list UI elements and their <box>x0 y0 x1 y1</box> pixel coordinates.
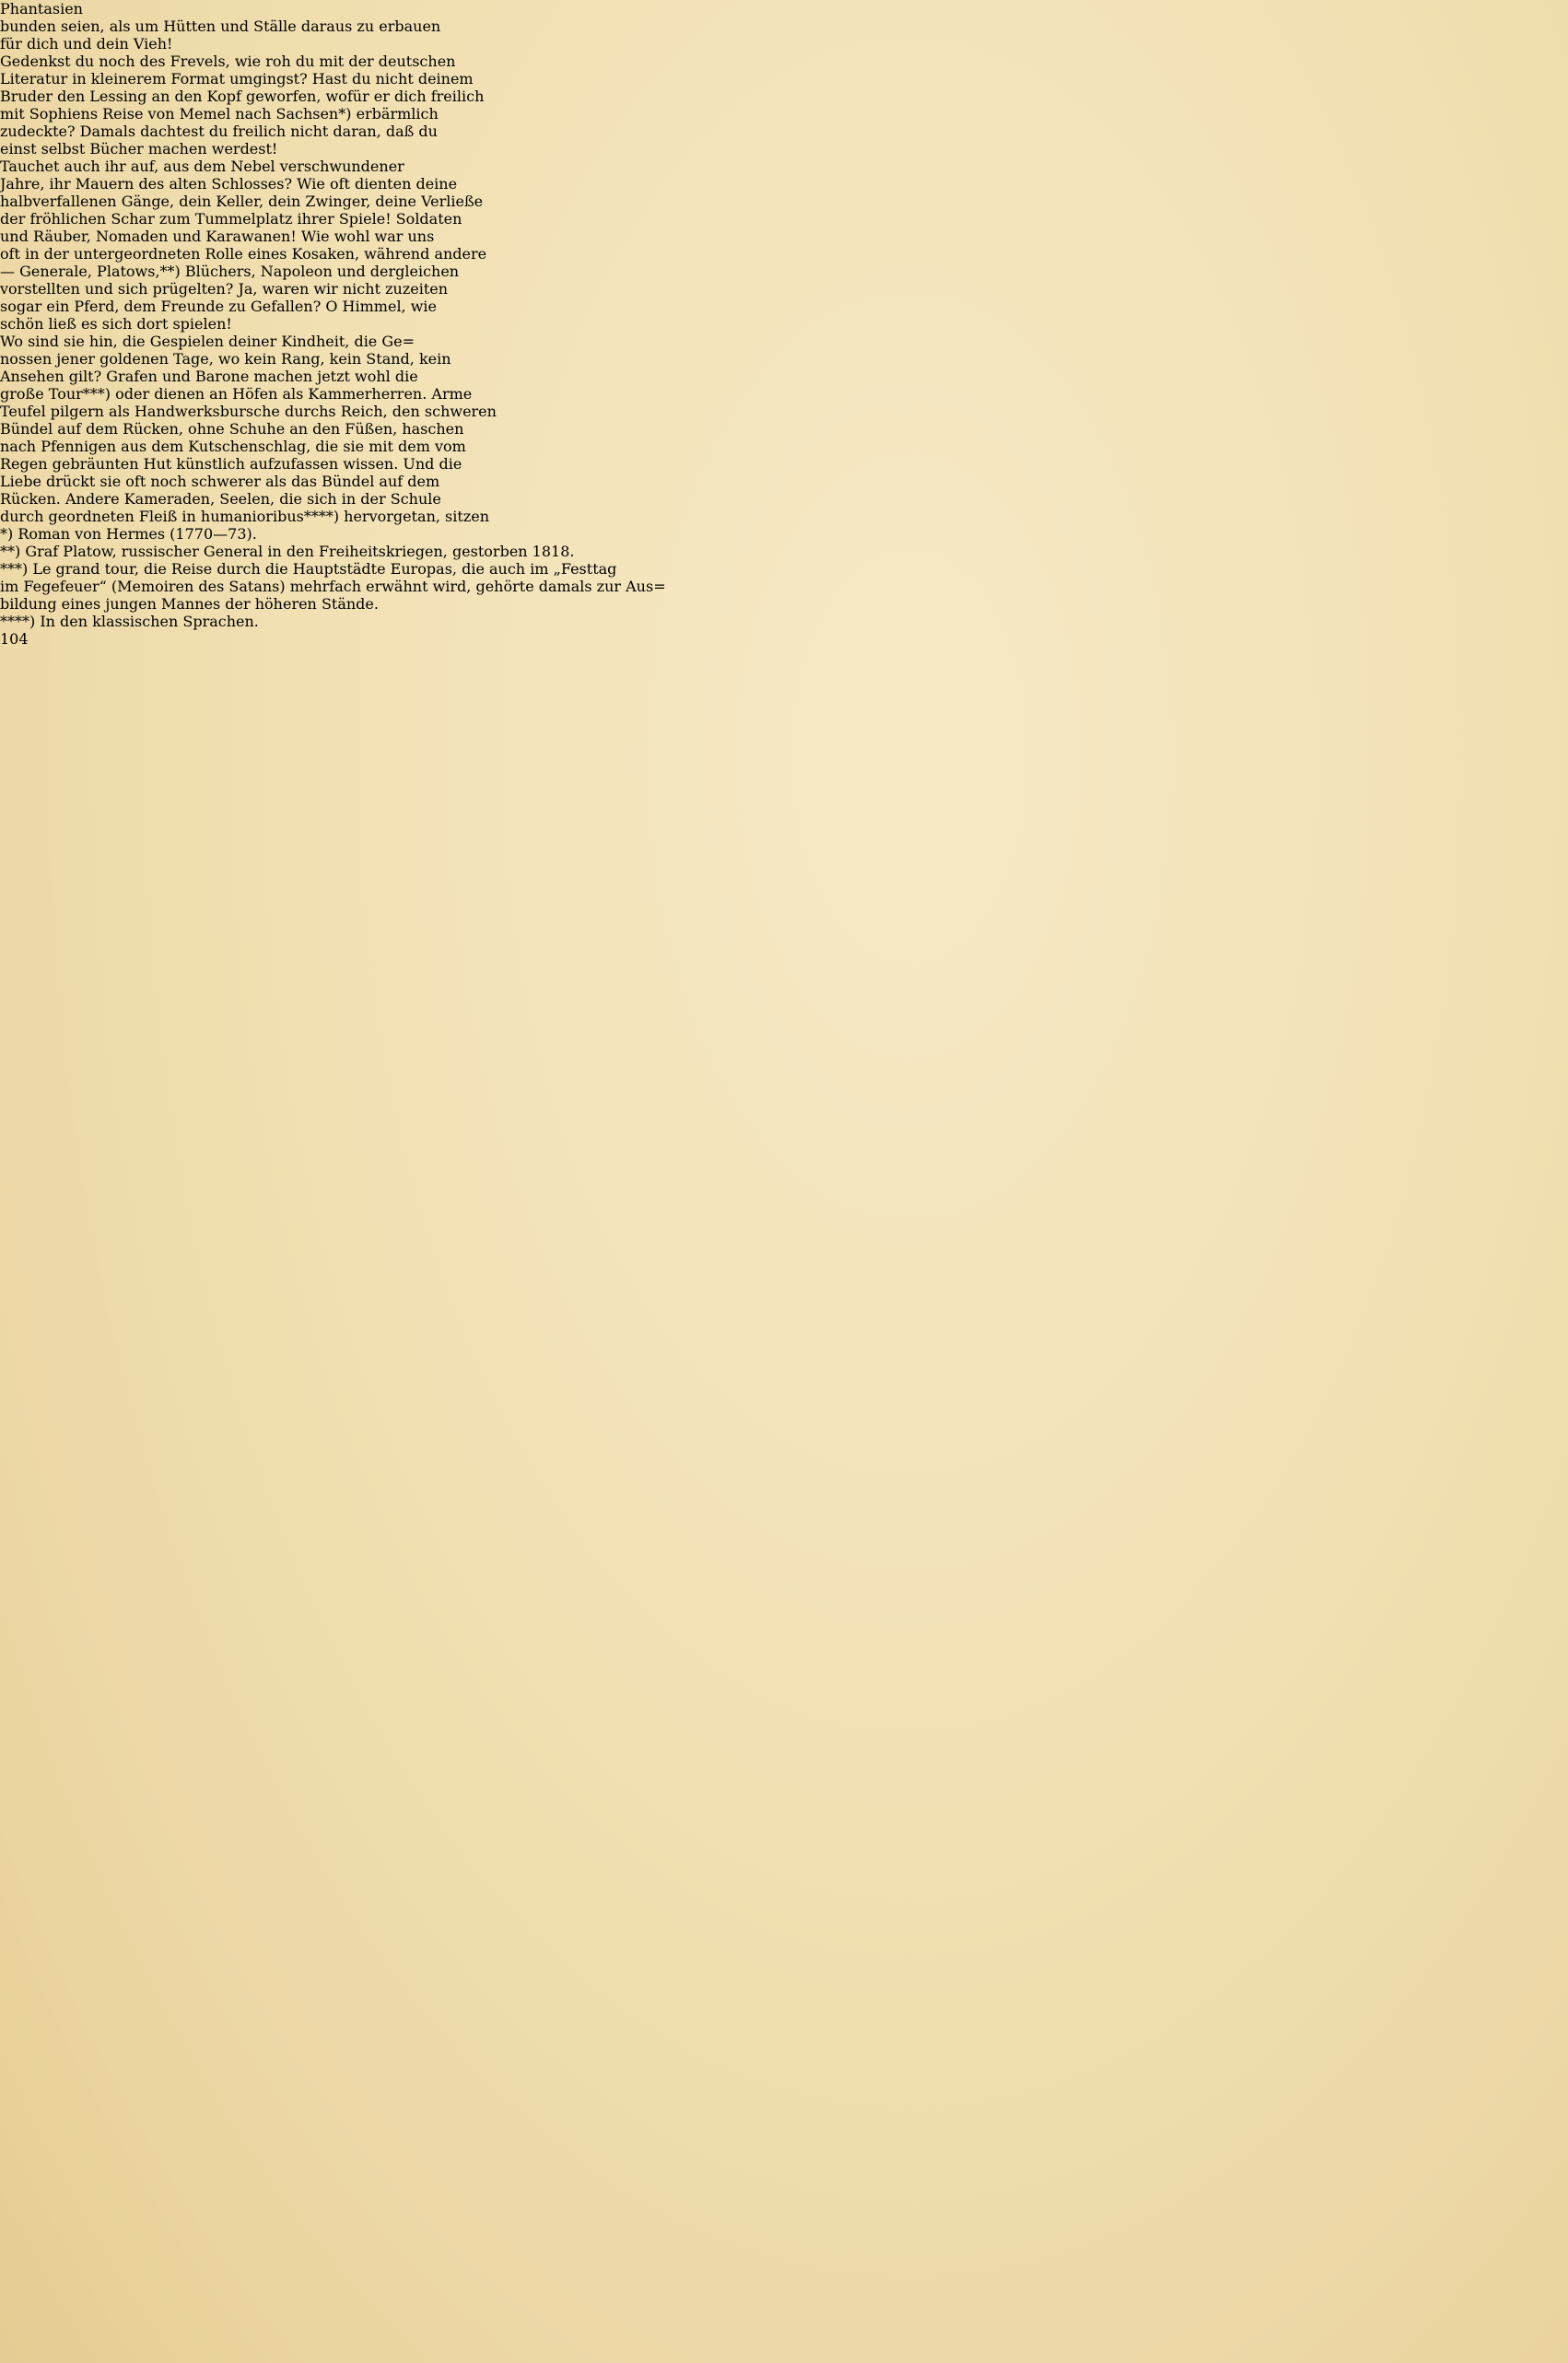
body-text-line: sogar ein Pferd, dem Freunde zu Gefallen? O Himmel, wie <box>0 298 438 315</box>
body-text-line: Gedenkst du noch des Frevels, wie roh du mit der deutschen <box>0 53 456 70</box>
body-text-line: bunden seien, als um Hütten und Ställe daraus zu erbauen <box>0 18 441 35</box>
body-text-line: zudeckte? Damals dachtest du freilich nicht daran, daß du <box>0 123 438 140</box>
body-text-line: nach Pfennigen aus dem Kutschenschlag, die sie mit dem vom <box>0 438 466 455</box>
body-text-line: mit Sophiens Reise von Memel nach Sachsen*) erbärmlich <box>0 105 439 123</box>
footnote-line: ***) Le grand tour, die Reise durch die Hauptstädte Europas, die auch im „Festtag <box>0 560 617 578</box>
body-text-line: Teufel pilgern als Handwerksbursche durchs Reich, den schweren <box>0 403 497 420</box>
body-text-line: schön ließ es sich dort spielen! <box>0 315 232 333</box>
body-text-line: durch geordneten Fleiß in humanioribus****) hervorgetan, sitzen <box>0 508 490 525</box>
footnotes <box>0 525 1568 630</box>
page-number-box <box>0 630 1568 648</box>
footnote-line: **) Graf Platow, russischer General in den Freiheitskriegen, gestorben 1818. <box>0 543 575 560</box>
page-number: 104 <box>0 630 29 648</box>
body-text-line: Regen gebräunten Hut künstlich aufzufassen wissen. Und die <box>0 455 462 473</box>
body-text-line: Rücken. Andere Kameraden, Seelen, die sich in der Schule <box>0 490 441 508</box>
footnote-line: ****) In den klassischen Sprachen. <box>0 613 259 630</box>
body-text-line: Jahre, ihr Mauern des alten Schlosses? Wie oft dienten deine <box>0 175 458 193</box>
body-text-line: Tauchet auch ihr auf, aus dem Nebel verschwundener <box>0 158 404 175</box>
body-text-line: oft in der untergeordneten Rolle eines Kosaken, während andere <box>0 245 487 263</box>
body-text-line: — Generale, Platows,**) Blüchers, Napoleon und dergleichen <box>0 263 460 280</box>
footnote-line: bildung eines jungen Mannes der höheren Stände. <box>0 595 379 613</box>
body-text-line: und Räuber, Nomaden und Karawanen! Wie wohl war uns <box>0 228 435 245</box>
body-text-line: nossen jener goldenen Tage, wo kein Rang, kein Stand, kein <box>0 350 451 368</box>
body-text-line: Bruder den Lessing an den Kopf geworfen, wofür er dich freilich <box>0 88 485 105</box>
margin-header-label: Phantasien <box>0 0 83 18</box>
body-text-line: vorstellten und sich prügelten? Ja, waren wir nicht zuzeiten <box>0 280 449 298</box>
body-text-line: halbverfallenen Gänge, dein Keller, dein Zwinger, deine Verließe <box>0 193 484 210</box>
body-text-line: einst selbst Bücher machen werdest! <box>0 140 278 158</box>
body-text-line: der fröhlichen Schar zum Tummelplatz ihrer Spiele! Soldaten <box>0 210 462 228</box>
body-text-line: Ansehen gilt? Grafen und Barone machen jetzt wohl die <box>0 368 418 385</box>
body-text-line: Bündel auf dem Rücken, ohne Schuhe an den Füßen, haschen <box>0 420 464 438</box>
body-text-line: Literatur in kleinerem Format umgingst? Hast du nicht deinem <box>0 70 474 88</box>
body-text-line: für dich und dein Vieh! <box>0 35 173 53</box>
page-edge-top <box>0 0 1568 28</box>
body-text <box>0 18 1568 525</box>
body-text-line: Wo sind sie hin, die Gespielen deiner Kindheit, die Ge= <box>0 333 415 350</box>
footnote-line: im Fegefeuer“ (Memoiren des Satans) mehrfach erwähnt wird, gehörte damals zur Aus= <box>0 578 666 595</box>
body-text-line: Liebe drückt sie oft noch schwerer als das Bündel auf dem <box>0 473 440 490</box>
footnote-line: *) Roman von Hermes (1770—73). <box>0 525 257 543</box>
body-text-line: große Tour***) oder dienen an Höfen als Kammerherren. Arme <box>0 385 473 403</box>
